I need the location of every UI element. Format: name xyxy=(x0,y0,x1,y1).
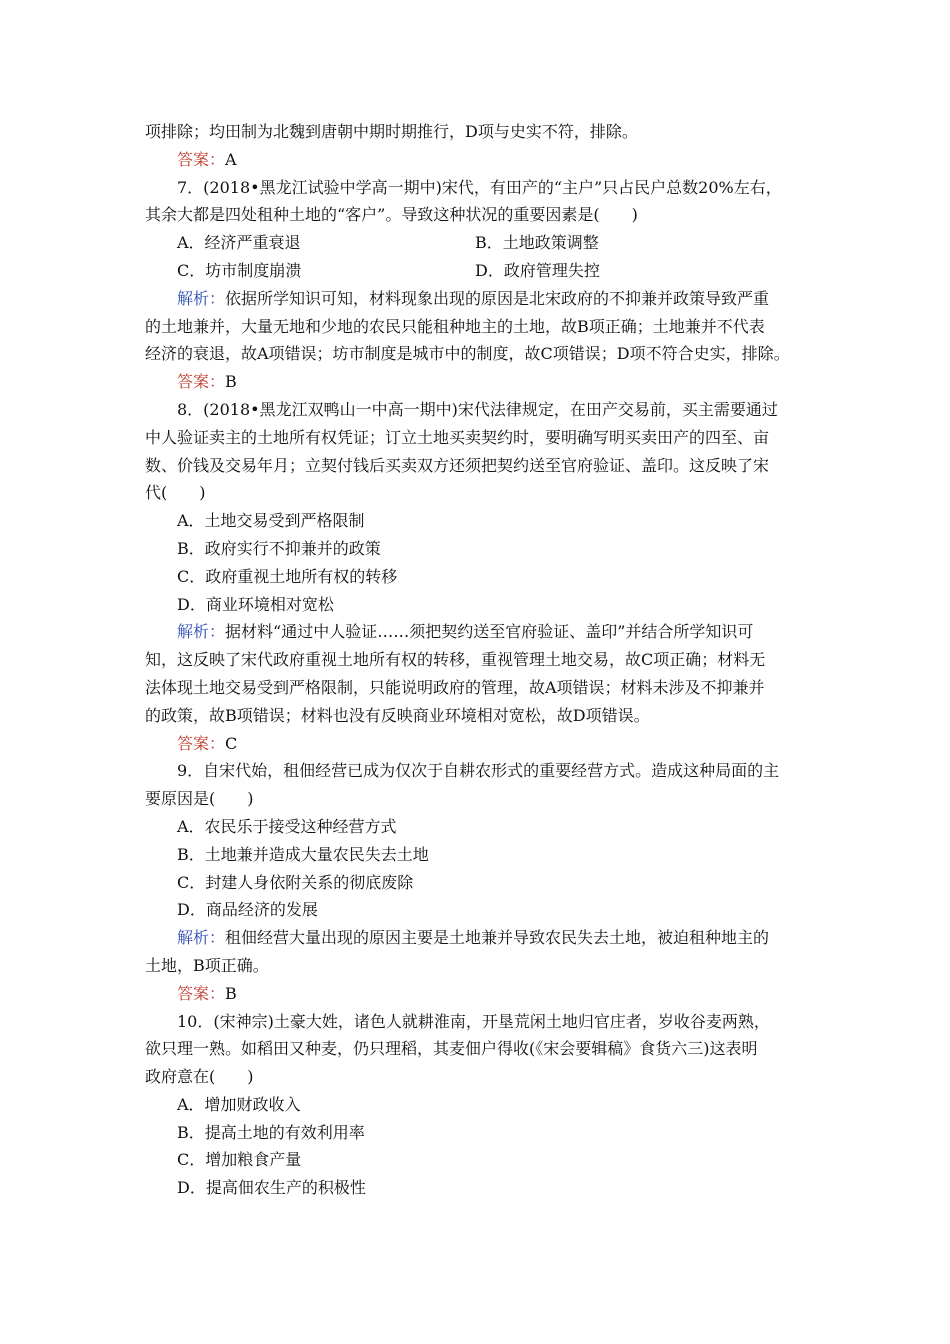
question-10-line-2: 欲只理一熟。如稻田又种麦，仍只理稻，其麦佃户得收(《宋会要辑稿》食货六三)这表明 xyxy=(145,1039,758,1059)
analysis-8-line-2: 知，这反映了宋代政府重视土地所有权的转移，重视管理土地交易，故C项正确；材料无 xyxy=(145,650,766,670)
option-b: B．政府实行不抑兼并的政策 xyxy=(177,538,381,558)
question-8-line-1: 8．(2018•黑龙江双鸭山一中高一期中)宋代法律规定，在田产交易前，买主需要通过 xyxy=(177,399,778,419)
question-8-line-3: 数、价钱及交易年月；立契付钱后买卖双方还须把契约送至官府验证、盖印。这反映了宋 xyxy=(145,455,770,475)
answer-label: 答案： xyxy=(177,149,226,169)
analysis-9-line-2: 土地，B项正确。 xyxy=(145,955,269,975)
analysis-7-line-2: 的土地兼并，大量无地和少地的农民只能租种地主的土地，故B项正确；土地兼并不代表 xyxy=(145,316,765,336)
answer-value: A xyxy=(225,149,237,169)
option-d: D．提高佃农生产的积极性 xyxy=(177,1178,366,1198)
option-a: A．土地交易受到严格限制 xyxy=(177,511,365,531)
option-a: A．增加财政收入 xyxy=(177,1094,301,1114)
option-d: D．商业环境相对宽松 xyxy=(177,594,334,614)
answer-line-9 xyxy=(145,980,813,1008)
option-c: C．增加粮食产量 xyxy=(177,1150,302,1170)
option-d: D．商品经济的发展 xyxy=(177,900,318,920)
question-7-options-row-2 xyxy=(145,257,813,285)
answer-label: 答案： xyxy=(177,983,226,1003)
option-b: B．土地政策调整 xyxy=(475,233,599,253)
question-7-options-row-1 xyxy=(145,229,813,257)
analysis-label: 解析： xyxy=(177,928,226,948)
question-9-line-2: 要原因是( ) xyxy=(145,789,254,809)
option-c: C．坊市制度崩溃 xyxy=(177,260,302,280)
text-line: 项排除；均田制为北魏到唐朝中期时期推行，D项与史实不符，排除。 xyxy=(145,122,638,141)
question-7-line-2: 其余大都是四处租种土地的“客户”。导致这种状况的重要因素是( ) xyxy=(145,205,638,225)
answer-value: C xyxy=(225,733,238,753)
question-8-line-4: 代( ) xyxy=(145,483,206,503)
analysis-7-line-3: 经济的衰退，故A项错误；坊市制度是城市中的制度，故C项错误；D项不符合史实，排除。 xyxy=(145,344,790,364)
answer-line-7 xyxy=(145,368,813,396)
answer-value: B xyxy=(225,372,237,392)
answer-label: 答案： xyxy=(177,733,226,753)
option-b: B．提高土地的有效利用率 xyxy=(177,1122,365,1142)
answer-line-8 xyxy=(145,730,813,758)
option-a: A．经济严重衰退 xyxy=(177,233,301,253)
question-10-line-1: 10．(宋神宗)土豪大姓，诸色人就耕淮南，开垦荒闲土地归官庄者，岁收谷麦两熟， xyxy=(177,1011,770,1031)
analysis-label: 解析： xyxy=(177,288,226,308)
question-10-line-3: 政府意在( ) xyxy=(145,1067,254,1087)
document-page xyxy=(145,118,813,1202)
analysis-8-line-3: 法体现土地交易受到严格限制，只能说明政府的管理，故A项错误；材料未涉及不抑兼并 xyxy=(145,677,765,697)
answer-label: 答案： xyxy=(177,372,226,392)
analysis-text: 据材料“通过中人验证……须把契约送至官府验证、盖印”并结合所学知识可 xyxy=(225,622,754,642)
question-8-line-2: 中人验证卖主的土地所有权凭证；订立土地买卖契约时，要明确写明买卖田产的四至、亩 xyxy=(145,427,770,447)
question-9-line-1: 9．自宋代始，租佃经营已成为仅次于自耕农形式的重要经营方式。造成这种局面的主 xyxy=(177,761,780,781)
analysis-9-line-1 xyxy=(145,924,813,952)
analysis-7-line-1 xyxy=(145,285,813,313)
analysis-text: 租佃经营大量出现的原因主要是土地兼并导致农民失去土地，被迫租种地主的 xyxy=(225,928,770,948)
option-c: C．政府重视土地所有权的转移 xyxy=(177,566,398,586)
option-a: A．农民乐于接受这种经营方式 xyxy=(177,816,397,836)
analysis-label: 解析： xyxy=(177,622,226,642)
option-b: B．土地兼并造成大量农民失去土地 xyxy=(177,844,429,864)
answer-line-6 xyxy=(145,146,813,174)
option-c: C．封建人身依附关系的彻底废除 xyxy=(177,872,414,892)
analysis-8-line-4: 的政策，故B项错误；材料也没有反映商业环境相对宽松，故D项错误。 xyxy=(145,705,650,725)
analysis-8-line-1 xyxy=(145,618,813,646)
analysis-text: 依据所学知识可知，材料现象出现的原因是北宋政府的不抑兼并政策导致严重 xyxy=(225,288,770,308)
question-7-line-1: 7．(2018•黑龙江试验中学高一期中)宋代，有田产的“主户”只占民户总数20%左右， xyxy=(177,177,782,197)
option-d: D．政府管理失控 xyxy=(475,260,600,280)
answer-value: B xyxy=(225,983,237,1003)
